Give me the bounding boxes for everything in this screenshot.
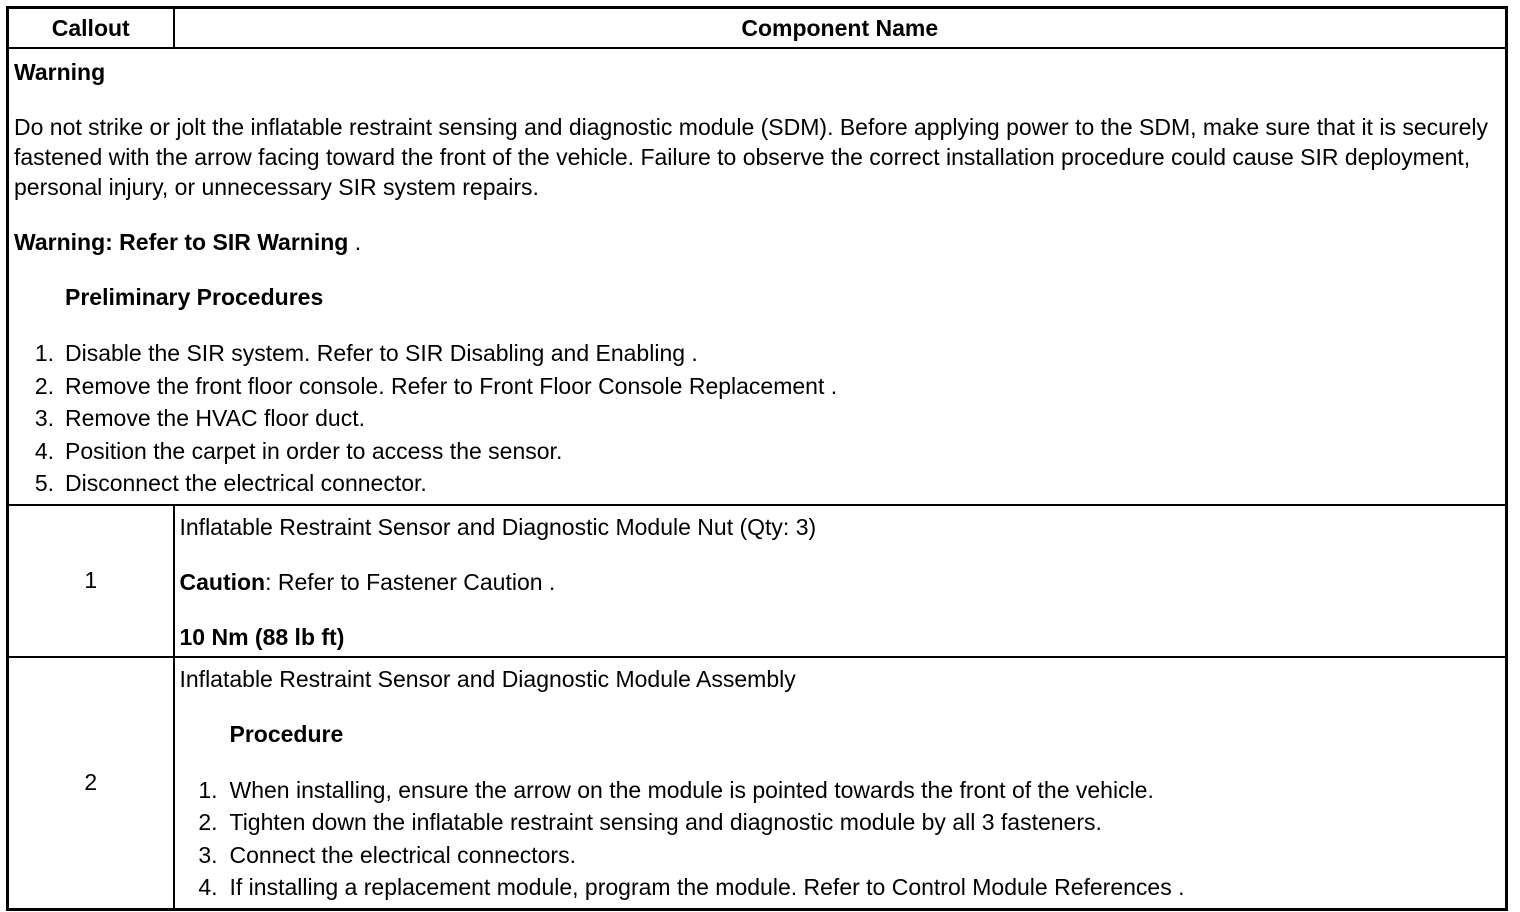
torque-spec: 10 Nm (88 lb ft) [179,623,345,650]
list-item [180,871,1502,904]
step-number: 4. [198,874,218,900]
warning-title: Warning [14,59,106,85]
step-number: 1. [34,340,54,366]
header-row [8,8,1507,49]
component-name: Inflatable Restraint Sensor and Diagnostic Module Nut (Qty: 3) [179,513,817,540]
list-item [14,337,1501,370]
callout-number: 1 [8,505,174,657]
component-cell [174,657,1507,910]
step-number: 4. [34,437,54,464]
step-number: 2. [34,372,54,399]
callout-number: 2 [8,657,174,910]
caution-label: Caution [179,568,266,595]
warning-cell [8,48,1507,505]
step-text: Tighten down the inflatable restraint sensing and diagnostic module by all 3 fasteners. [229,809,1102,835]
step-text: If installing a replacement module, program the module. Refer to Control Module References . [229,874,1185,900]
procedure-table [6,6,1508,911]
step-number: 3. [198,841,218,868]
preliminary-steps [14,337,1501,500]
component-header: Component Name [174,8,1507,49]
caution-text: : Refer to Fastener Caution . [265,568,556,595]
list-item [14,402,1501,435]
step-text: Disable the SIR system. Refer to SIR Disabling and Enabling . [65,340,698,366]
list-item [14,370,1501,403]
warning-body: Do not strike or jolt the inflatable restraint sensing and diagnostic module (SDM). Before applying power to the SDM, make sure that it is securely fastened with the arrow facing toward the front of the vehicle. Failure to observe the correct installation procedure could cause SIR deployment, personal injury, or unnecessary SIR system repairs. [14,114,1488,200]
step-text: Position the carpet in order to access the sensor. [65,437,563,464]
component-name: Inflatable Restraint Sensor and Diagnostic Module Assembly [179,665,796,692]
step-number: 1. [198,776,218,803]
procedure-steps [180,774,1502,904]
table-row [8,505,1507,657]
warning-row [8,48,1507,505]
step-number: 2. [198,809,218,835]
procedure-title: Procedure [229,720,344,747]
list-item [14,467,1501,500]
list-item [180,774,1502,807]
warning-ref-label: Warning: Refer to SIR Warning [14,229,349,255]
warning-ref [14,227,1501,257]
callout-header: Callout [8,8,174,49]
step-text: Remove the front floor console. Refer to Front Floor Console Replacement . [65,372,838,399]
step-text: Disconnect the electrical connector. [65,470,427,496]
step-text: Connect the electrical connectors. [229,841,576,868]
preliminary-title: Preliminary Procedures [65,284,324,310]
step-number: 3. [34,405,54,431]
caution-line [180,567,1502,597]
warning-ref-tail: . [348,229,362,255]
step-number: 5. [34,470,54,496]
list-item [180,806,1502,839]
table-row [8,657,1507,910]
component-cell [174,505,1507,657]
step-text: When installing, ensure the arrow on the module is pointed towards the front of the vehicle. [229,776,1154,803]
list-item [14,435,1501,468]
list-item [180,839,1502,872]
step-text: Remove the HVAC floor duct. [65,405,365,431]
